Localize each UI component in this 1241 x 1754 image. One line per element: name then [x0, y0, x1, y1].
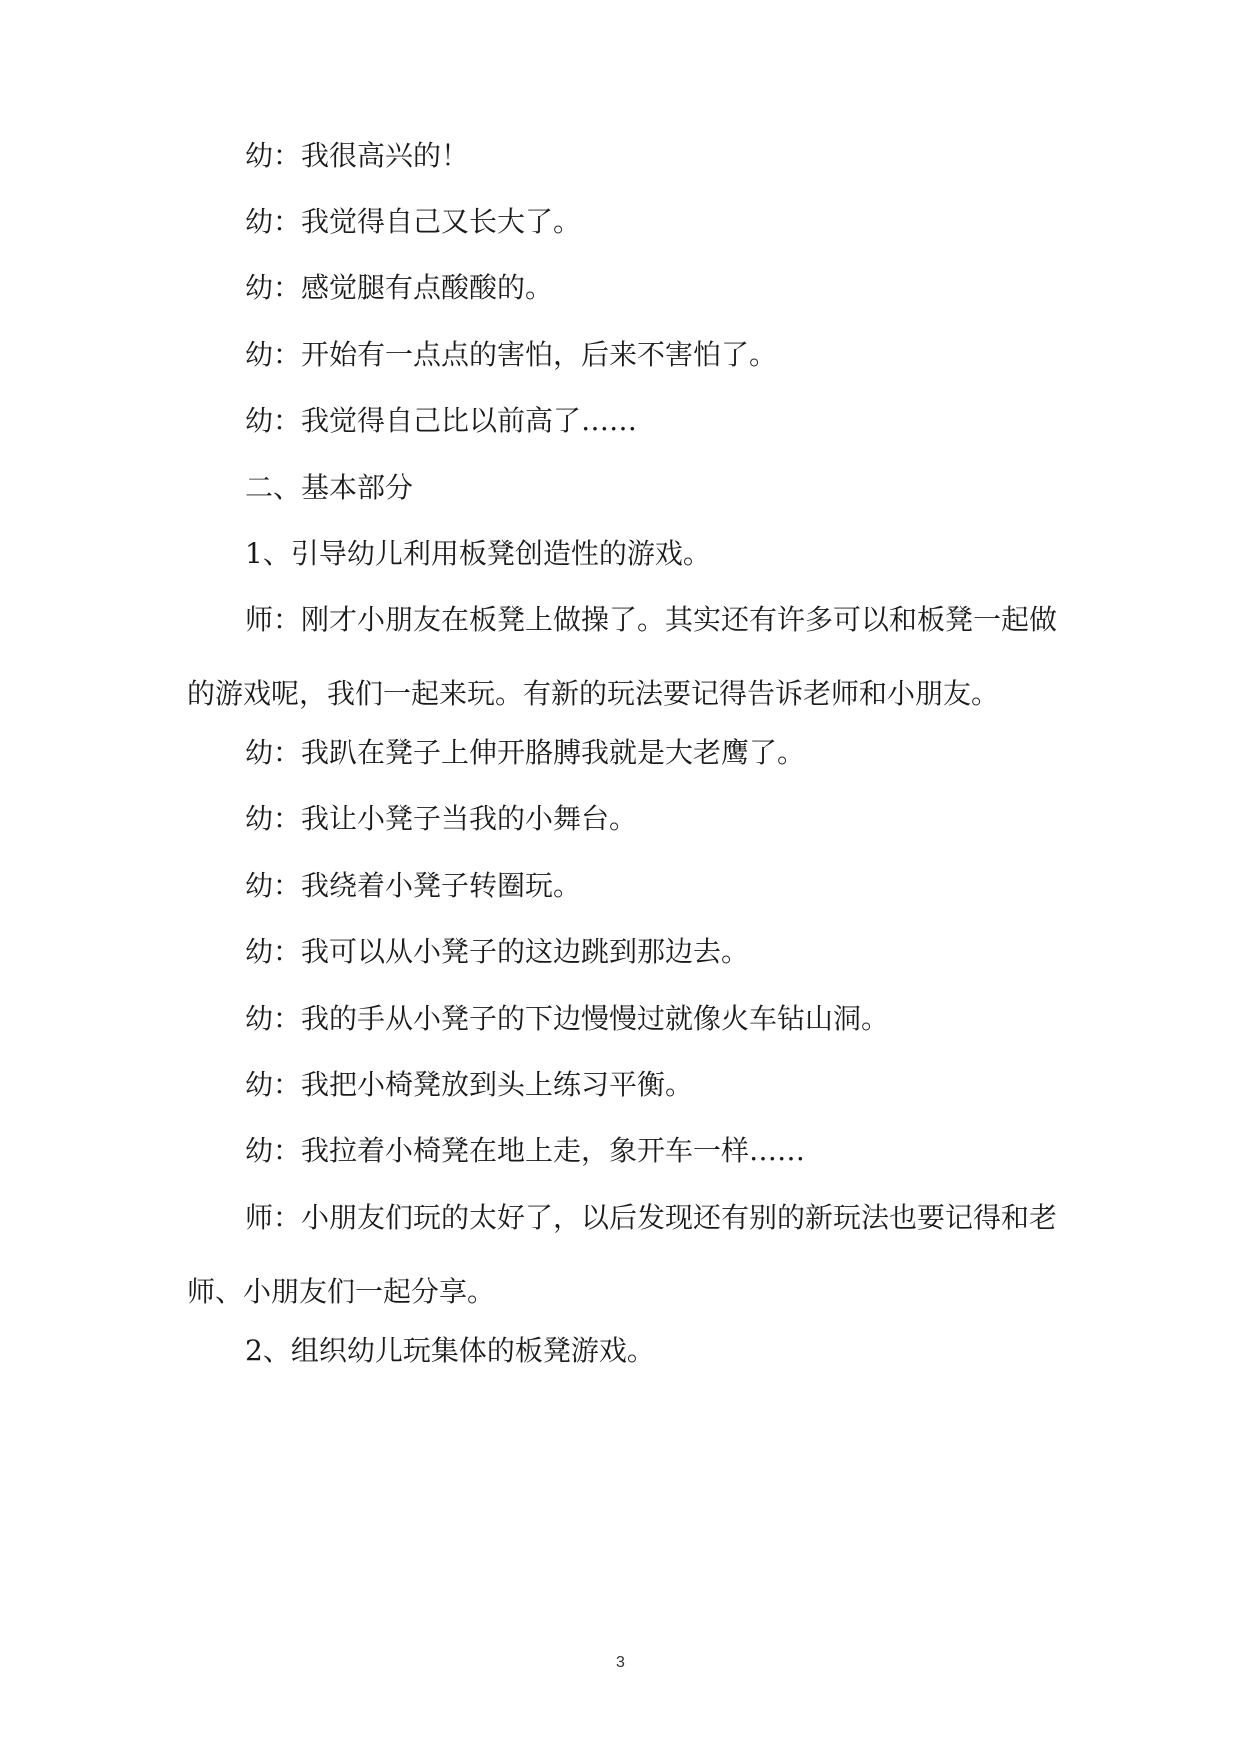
- paragraph: 幼：我让小凳子当我的小舞台。: [245, 802, 638, 835]
- paragraph: 幼：我很高兴的！: [245, 139, 470, 172]
- paragraph: 幼：我可以从小凳子的这边跳到那边去。: [245, 935, 750, 968]
- paragraph: 幼：我觉得自己比以前高了……: [245, 404, 638, 437]
- paragraph: 幼：我觉得自己又长大了。: [245, 205, 582, 238]
- section-heading: 二、基本部分: [245, 471, 414, 504]
- paragraph: 幼：感觉腿有点酸酸的。: [245, 271, 554, 304]
- page-number: 3: [616, 1654, 625, 1671]
- subsection-heading: 2、组织幼儿玩集体的板凳游戏。: [245, 1334, 655, 1367]
- paragraph: 师：刚才小朋友在板凳上做操了。其实还有许多可以和板凳一起做的游戏呢，我们一起来玩。有新的玩法要记得告诉老师和小朋友。: [187, 603, 1058, 710]
- paragraph: 师：小朋友们玩的太好了，以后发现还有别的新玩法也要记得和老师、小朋友们一起分享。: [187, 1201, 1058, 1308]
- paragraph: 幼：开始有一点点的害怕，后来不害怕了。: [245, 338, 778, 371]
- paragraph: 幼：我趴在凳子上伸开胳膊我就是大老鹰了。: [245, 736, 806, 769]
- subsection-heading: 1、引导幼儿利用板凳创造性的游戏。: [245, 537, 711, 570]
- paragraph: 幼：我的手从小凳子的下边慢慢过就像火车钻山洞。: [245, 1002, 890, 1035]
- paragraph: 幼：我拉着小椅凳在地上走，象开车一样……: [245, 1134, 806, 1167]
- paragraph: 幼：我绕着小凳子转圈玩。: [245, 869, 582, 902]
- paragraph: 幼：我把小椅凳放到头上练习平衡。: [245, 1068, 694, 1101]
